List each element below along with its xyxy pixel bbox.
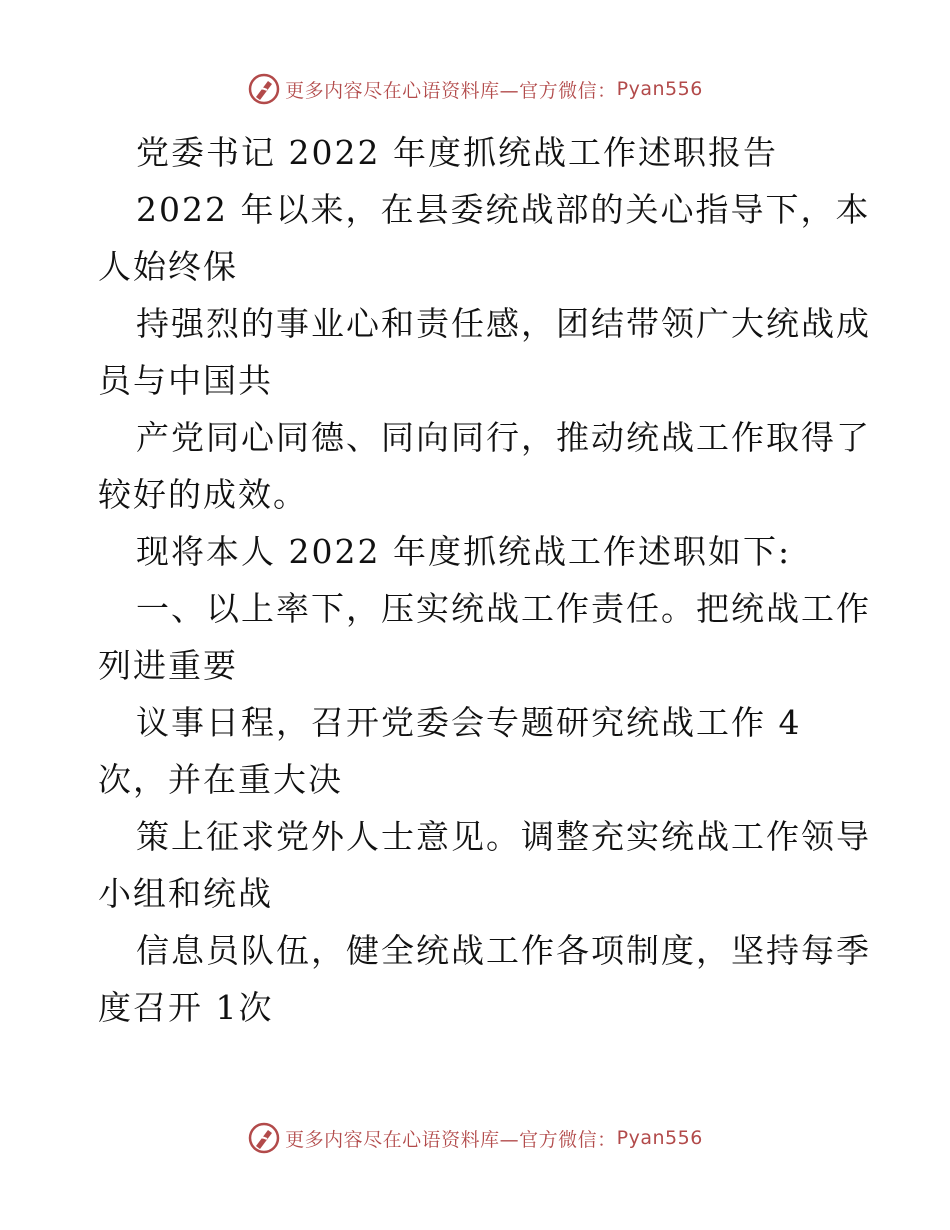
text-line: 较好的成效。	[98, 475, 308, 514]
text-line: 策上征求党外人士意见。调整充实统战工作领导	[136, 817, 871, 856]
text-line: 员与中国共	[98, 361, 273, 400]
text-line: 人始终保	[98, 247, 238, 286]
document-body	[98, 124, 871, 1036]
banner-wechat-id: Pyan556	[616, 1127, 703, 1149]
text-line: 小组和统战	[98, 874, 273, 913]
pen-logo-icon	[247, 1121, 281, 1155]
document-title: 党委书记 2022 年度抓统战工作述职报告	[136, 133, 778, 172]
banner-wechat-id: Pyan556	[616, 78, 703, 100]
text-line: 现将本人 2022 年度抓统战工作述职如下:	[136, 532, 792, 571]
banner-text: 更多内容尽在心语资料库—官方微信：	[285, 79, 617, 102]
pen-logo-icon	[247, 72, 281, 106]
text-line: 列进重要	[98, 646, 238, 685]
text-line: 2022 年以来，在县委统战部的关心指导下，本	[136, 190, 871, 229]
banner-text: 更多内容尽在心语资料库—官方微信：	[285, 1128, 617, 1151]
text-line: 信息员队伍，健全统战工作各项制度，坚持每季	[136, 931, 871, 970]
header-watermark-banner	[0, 72, 950, 106]
footer-watermark-banner	[0, 1121, 950, 1155]
text-line: 次，并在重大决	[98, 760, 343, 799]
text-line: 议事日程，召开党委会专题研究统战工作 4	[136, 703, 802, 742]
text-line: 一、以上率下，压实统战工作责任。把统战工作	[136, 589, 871, 628]
text-line: 产党同心同德、同向同行，推动统战工作取得了	[136, 418, 871, 457]
text-line: 持强烈的事业心和责任感，团结带领广大统战成	[136, 304, 871, 343]
text-line: 度召开 1次	[98, 988, 274, 1027]
